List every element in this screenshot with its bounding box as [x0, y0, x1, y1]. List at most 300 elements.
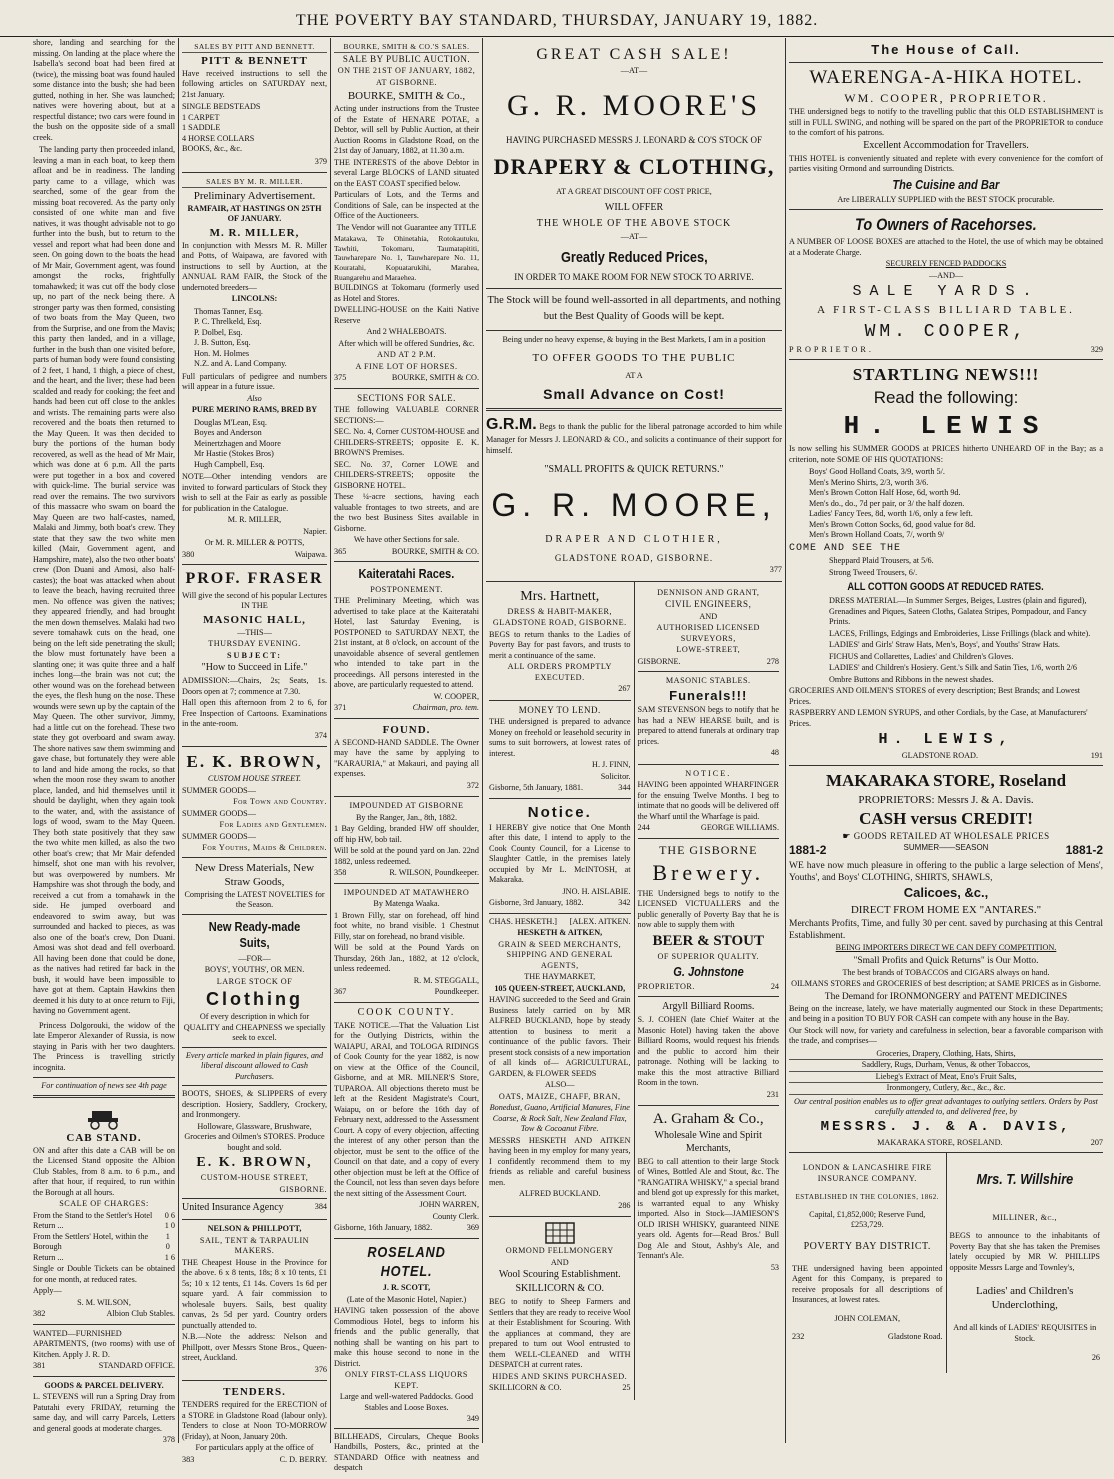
ad-number: 365 [334, 546, 347, 556]
waerenga-hotel-ad [789, 38, 1103, 360]
pitt-title: PITT & BENNETT [201, 54, 308, 67]
fraser-hall-open: Hall open this afternoon from 2 to 6, for Free Inspection of Cartoons. Examinations in the ante-room. [182, 698, 327, 729]
slaughter-notice-ad [489, 799, 631, 914]
hartnett-body: BEGS to return thanks to the Ladies of Poverty Bay for past favors, and trusts to merit a continuance of the same. [489, 629, 631, 660]
nelson-title: NELSON & PHILLPOTT, [207, 1224, 302, 1234]
tenders-title: TENDERS. [223, 1386, 286, 1399]
list-item: N.Z. and A. Land Company. [194, 359, 287, 369]
column-4-split [486, 582, 782, 1400]
raspberry: RASPBERRY AND LEMON SYRUPS, and other Cordials, by the Case, at Manufacturers' Prices. [789, 708, 1088, 728]
ormond-signature: SKILLICORN & CO. [489, 1383, 562, 1393]
lincolns-title: LINCOLNS: [231, 294, 278, 304]
season-label: SUMMER——SEASON [903, 843, 989, 853]
brown-sub: CUSTOM HOUSE STREET. [207, 774, 302, 784]
ad-number: 372 [466, 780, 479, 790]
princess-news: Princess Dolgorouki, the widow of the late Emperor Alexander of Russia, is now staying in Paris with her two daughters. The Princess is travelling strictly incognita. [33, 1020, 175, 1072]
cash-credit: CASH versus CREDIT! [859, 808, 1033, 828]
brewery-title: Brewery. [652, 860, 765, 886]
poverty-bay-district: POVERTY BAY DISTRICT. [803, 1240, 931, 1252]
news-story-part2: The landing party then proceeded inland, leaving a man in each boat, to keep them afloat and be in readiness. The landing party came to a village, which was searched, some of the gear from the missing boat recovered. As the party only consisted of one white man and five natives, it was thought advisable not to go further into the bush, but to return to the vessel and report what had been done and seen. On going down to the boats the head of Mr Mair, Government agent, was found amongst the rocks, frightfully tomahawked; it was cut off the body close up, no part of the neck being there. A stronger party was then formed, consisting of two boats from the May Queen, two from the Surprise, and one from the Mavis; this party then landed, and in a village, further in the bush than one visited before, parts of human body were found consisting of 2 feet, 1 hand, 1 thigh, a piece of chest, and the heart, and the liver; these had been scalded and ready for cooking; the feet and hands had been cut off close to the ankles and wrists. The remaining parts were also recovered and the boats then returned to the May Queen. It was then decided to bury the portions of the human body recovered, as well as the head of Mr Mair, which was done at 6 p.m. All the parts were put together in a box and covered with quick-lime. The burial service was read over the remains. The two survivors of this massacre who swam on board the May Queen are two half-castes, named, Malaki and Jimmy, both boat's crew. They state that they saw the two white men killed (Mair, Government agent, and Hampshire, mate), also the two other boats' crew (Don Duani and Amosi, also half-castes); the boat was attacked when about to leave the beach, having recruited three men. No offence was given the natives; they appeared friendly, and had brought the men down themselves. Malaki had two severe tomahawk cuts on the head, one being on the left side penetrating the skull; the blow must fortunately have been a slanting one; it was quite three and a half inches long—the brain was not cut; the other wound was on the forehead between the eyes, the flesh hung on the nose. These wounds were sewn up by the captain of the May Queen. The other survivor, Jimmy, had a little cut on the forehead. These two state they got overboard and swam away. The shore natives saw them swimming and gave chase, but fortunately they were able to land and hide among the rocks, so that when the moon rose they swam to another place, landed, and hid themselves until it should be daylight, when they again took to the water, and, with the assistance of logs of wood, swam to the May Queen. They both state positively that they saw the two white men killed, as also the two other boat's crew; that Mr Mair defended himself, shot one man with his revolver, but was overpowered by numbers. Mr Hampshire was shot through the body, and received a cut from a tomahawk in the side. He jumped overboard and endeavored to swim away, but was surrounded and hacked to pieces, as was also one of the boat's crew, Don Duani. Amosi was shot dead and fell overboard. All having been done that could be done, as the natives had retired far back in the bush, it would have been impossible to have got at them. Captain Hawkins then deemed it his duty to at once return to Fiji, having no Government agent. [33, 145, 175, 1015]
miller-signature-place: Napier. [303, 526, 327, 536]
money-date: Gisborne, 5th January, 1881. [489, 783, 584, 793]
cab-scale: SCALE OF CHARGES: [59, 1199, 149, 1209]
summer-goods-for: For Youths, Maids & Children. [202, 843, 327, 853]
dress-material: DRESS MATERIAL—In Summer Serges, Beiges, Lustres (plain and figured), Grenadines and Piques, Sateen Cloths, Galatea Stripes, Pompadour, and Fancy Prints. [829, 596, 1087, 627]
fraser-this: —THIS— [237, 627, 272, 637]
argyll-title: Argyll Billiard Rooms. [662, 1001, 755, 1013]
cab-tickets: Single or Double Tickets can be obtained for one month, at reduced rates. [33, 1264, 175, 1284]
cotton-goods: ALL COTTON GOODS AT REDUCED RATES. [847, 581, 1045, 594]
johnstone-role: PROPRIETOR. [637, 981, 695, 991]
lewis2-road: GLADSTONE ROAD. [901, 750, 978, 760]
list-item: Mr Hastie (Stokes Bros) [194, 449, 274, 459]
ad-number: 367 [334, 987, 347, 997]
section-header: BOURKE, SMITH & CO.'S SALES. [334, 42, 479, 53]
list-item: Boyes and Anderson [194, 428, 262, 438]
hesketh-sub: GRAIN & SEED MERCHANTS, SHIPPING AND GENERAL AGENTS, [498, 939, 622, 970]
ormond-fellmongery-ad [489, 1217, 631, 1397]
great-cash-sale-ad [486, 38, 782, 289]
money-role: Solicitor. [600, 771, 631, 781]
hesketh-title: HESKETH & AITKEN, [517, 928, 603, 938]
demand-body: Being on the increase, lately, we have materially augmented our Stock in these Departments; and being in a position TO BUY FOR CASH can compete with any house in the Bay. [789, 1003, 1103, 1024]
wharfinger-notice-ad [638, 765, 780, 839]
billiard-table: A FIRST-CLASS BILLIARD TABLE. [817, 303, 1075, 316]
impounded-body: 1 Bay Gelding, branded HW off shoulder, off hip HW, bob tail. [334, 824, 479, 844]
wanted-body: WANTED—FURNISHED APARTMENTS, (two rooms) with use of Kitchen. Apply J. R. D. [33, 1328, 175, 1359]
sections-body: THE following VALUABLE CORNER SECTIONS:— [334, 405, 479, 425]
impounded-title: IMPOUNDED AT MATAWHERO [343, 887, 470, 897]
sections-other: We have other Sections for sale. [353, 535, 460, 545]
tenders-signature: C. D. BERRY. [279, 1454, 327, 1464]
cook-role: County Clerk. [432, 1211, 479, 1221]
gisborne-brewery-ad [638, 839, 780, 997]
gcs-whole: THE WHOLE OF THE ABOVE STOCK [536, 218, 732, 230]
list-item: BOOKS, &c., &c. [182, 144, 243, 154]
fraser-admission: ADMISSION:—Chairs, 2s; Seats, 1s. Doors open at 7; commence at 7.30. [182, 676, 327, 696]
lewis-news-ad [789, 360, 1103, 766]
graham-wine-ad [638, 1106, 780, 1278]
column-5 [785, 38, 1106, 1443]
ad-number: 375 [334, 373, 347, 383]
list-item: 4 HORSE COLLARS [182, 133, 255, 143]
bourke-title: SALE BY PUBLIC AUCTION. [342, 53, 471, 64]
cooper-proprietor: WM. COOPER, PROPRIETOR. [844, 90, 1048, 105]
roseland-late: (Late of the Masonic Hotel, Napier.) [346, 1294, 467, 1304]
dennison-grant-ad [638, 584, 780, 673]
large-stock: LARGE STOCK OF [216, 976, 293, 986]
ad-number: 384 [314, 1202, 327, 1212]
laces: LACES, Frillings, Edgings and Embroideries, Lisse Frillings (black and white). [829, 628, 1091, 638]
list-item: J. B. Sutton, Esq. [194, 338, 251, 348]
bourke-interests: THE INTERESTS of the above Debtor in several Large BLOCKS of LAND situated on the EAST COAST specified below. [334, 157, 479, 188]
goods-body: L. STEVENS will run a Spring Dray from Patutahi every FRIDAY, returning the same day, and will carry Parcels, Letters and general goods at moderate charges. [33, 1392, 175, 1433]
ad-number: 53 [770, 1262, 779, 1272]
ad-number: 329 [1090, 344, 1103, 354]
brown-title: E. K. BROWN, [186, 752, 323, 772]
hesketh-bone: Bonedust, Guano, Artificial Manures, Fine Coarse, & Rock Salt, New Zealand Flax, Tow & Cocoanut Fibre. [489, 1103, 630, 1134]
impounded-sold: Will be sold at the Pound Yards on Thursday, 26th Jan., 1882, at 12 o'clock, unless redeemed. [334, 943, 479, 974]
gcs-begs: Begs to thank the public for the liberal patronage accorded to him while Manager for Messrs J. LEONARD & CO., and solicits a continuance of their support for himself. [486, 421, 783, 455]
section-header: SALES BY M. R. MILLER. [182, 177, 327, 188]
ad-number: 380 [182, 549, 195, 559]
section-header: SALES BY PITT AND BENNETT. [182, 42, 327, 53]
ad-number: 26 [1091, 1352, 1100, 1362]
summer-goods-for: For Ladies and Gentlemen. [219, 820, 327, 830]
kaiteratahi-races-ad [334, 562, 479, 719]
dennison-sub: CIVIL ENGINEERS, [665, 599, 752, 610]
hotel-title: WAERENGA-A-HIKA HOTEL. [809, 66, 1083, 88]
brown2-title: E. K. BROWN, [196, 1155, 313, 1171]
season-year-right: 1881-2 [1065, 843, 1103, 858]
list-item: Douglas M'Lean, Esq. [194, 417, 267, 427]
willshire-body: BEGS to announce to the inhabitants of Poverty Bay that she has taken the Premises lately occupied by MR W. PHILLIPS opposite Messrs Large and Townley's, [949, 1231, 1100, 1272]
races-chair: Chairman, pro. tem. [412, 703, 479, 713]
races-body: THE Preliminary Meeting, which was advertised to take place at the Kaiteratahi Hotel, last Saturday Evening, is POSTPONED to SATURDAY NEXT, the 21st instant, at 8 o'clock, on account of the unavoidable absence of several gentlemen who intended to take part in the proceedings. All persons interested in the above, are particularly requested to attend. [334, 596, 479, 690]
fraser-day: THURSDAY EVENING. [208, 639, 301, 649]
cab-apply: Apply— [33, 1286, 62, 1296]
cab-icon [84, 1108, 124, 1130]
bourke-body: Acting under instructions from the Trustee of the Estate of HENARE POTAE, a Debtor, will sell by Public Auction, at their Auction Rooms in Gladstone Road, on the 21st day of January, 1882, at 11.30 a.m. [334, 104, 479, 156]
column-4-right [634, 582, 783, 1400]
lewis-title: H. LEWIS [843, 410, 1049, 441]
ad-number: 374 [314, 730, 327, 740]
impounded-gisborne-ad [334, 797, 479, 884]
masthead-title: THE POVERTY BAY STANDARD, THURSDAY, JANUARY 19, 1882. [295, 12, 819, 29]
found-title: FOUND. [382, 723, 431, 736]
ad-number: 48 [770, 748, 779, 758]
roseland-stables: Large and well-watered Paddocks. Good Stables and Loose Boxes. [339, 1392, 474, 1412]
bourke-vendor: The Vendor will not Guarantee any TITLE [336, 222, 477, 232]
notice-body: I HEREBY give notice that One Month after this date, I intend to apply to the Cook County Council, for a License to Slaughter Cattle, in the premises lately occupied by Mr L. McINTOSH, at Makaraka. [489, 822, 631, 885]
sale-yards: SALE YARDS. [852, 283, 1040, 301]
masonic-title: MASONIC STABLES. [665, 676, 751, 686]
nelson-phillpott-ad [182, 1220, 327, 1381]
ombre: Ombre Buttons and Ribbons in the newest shades. [829, 674, 994, 684]
hesketh-messrs: MESSRS HESKETH AND AITKEN having been in my employ for many years, I confidently recommend them to my friends as reliable and careful business men. [489, 1135, 631, 1187]
importers: BEING IMPORTERS DIRECT WE CAN DEFY COMPETITION. [835, 943, 1057, 953]
ad-number: 369 [466, 1223, 479, 1233]
willshire-milliner-ad [946, 1153, 1104, 1373]
wanted-ad [33, 1325, 175, 1377]
masthead [0, 12, 1114, 37]
full-particulars: Full particulars of pedigree and numbers will appear in a future issue. [182, 371, 327, 392]
gcs-road: GLADSTONE ROAD, GISBORNE. [554, 552, 714, 563]
list-item: Liebeg's Extract of Meat, Eno's Fruit Salts, [789, 1072, 1103, 1084]
owners-title: To Owners of Racehorses. [855, 214, 1037, 234]
funerals-title: Funerals!!! [669, 687, 748, 703]
read-following: Read the following: [873, 388, 1019, 408]
willshire-all: And all kinds of LADIES' REQUISITES in Stock. [953, 1323, 1097, 1343]
ad-number: 286 [618, 1200, 631, 1210]
dennison-auth: AUTHORISED LICENSED SURVEYORS, [656, 623, 760, 643]
list-item: SINGLE BEDSTEADS [182, 102, 261, 112]
graham-title: A. Graham & Co., [652, 1111, 764, 1128]
ad-number: 382 [33, 1309, 46, 1319]
fraser-topic: "How to Succeed in Life." [201, 662, 308, 674]
cook-body: TAKE NOTICE.—That the Valuation List for the Outlying Districts, within the WAIAPU, ARAI, and TOLOGA RIDINGS of Cook County for the year 1882, is now on view at the Office of the Council, Gisborne, and at MR. MILNER'S Store, TUPAROA. All objections thereto must be left at the Resident Magistrate's Court, Waiapu, on or before the 16th day of February next, addressed to the Assessment Court. A copy of every objection, affecting the interest of any other person than the objector, must be sent to the office of the Council on that date, and a copy of every other objection must be left at the Office of the Council, not less than seven days before the next sitting of the Assessment Court. [334, 1020, 479, 1198]
clothing-title: Clothing [206, 989, 303, 1010]
united-insurance: United Insurance Agency [182, 1202, 284, 1214]
gcs-prices: Greatly Reduced Prices, [560, 248, 708, 266]
bourke-signature: BOURKE, SMITH & CO. [391, 373, 479, 383]
nelson-sub: SAIL, TENT & TARPAULIN MAKERS. [199, 1235, 310, 1256]
continuation-note: For continuation of news see 4th page [41, 1081, 167, 1090]
ad-number: 344 [618, 783, 631, 793]
cab-body: ON and after this date a CAB will be on the Licensed Stand opposite the Albion Club Stables, from 8 a.m. to 6 p.m., and after that hour, if required, to run within the Borough at all hours. [33, 1145, 175, 1197]
ormond-and: AND [550, 1257, 569, 1267]
list-item: Hon. M. Holmes [194, 348, 250, 358]
proprietors: PROPRIETORS: Messrs J. & A. Davis. [858, 793, 1034, 806]
gcs-ata: AT A [625, 371, 643, 381]
fraser-lecture-ad [182, 565, 327, 747]
summer-goods-list [182, 786, 327, 854]
stock-intro: Our Stock will now, for variety and carefulness in selection, bear a favorable comparison with the trade, and comprises— [789, 1025, 1103, 1046]
clothing-body: Of every description in which for QUALITY and CHEAPNESS we specially seek to excel. [183, 1012, 326, 1043]
gcs-moore: G. R. MOORE, [491, 487, 777, 524]
come-and-see: COME AND SEE THE [789, 542, 902, 554]
miller-ad [182, 173, 327, 565]
gcs-title: GREAT CASH SALE! [536, 46, 732, 63]
ad-number: 24 [770, 981, 779, 991]
tenders-body: TENDERS required for the ERECTION of a STORE in Gladstone Road (labour only). Tenders to close at Noon TO-MORROW (Friday), at Noon, January 20th. [182, 1400, 327, 1441]
ad-number: 244 [637, 823, 650, 833]
willshire-ladies: Ladies' and Children's Underclothing, [976, 1285, 1074, 1312]
list-item: Men's Brown Holland Coats, 7/, worth 9/ [809, 530, 945, 540]
fare-row: From the Stand to the Settler's Hotel 0 6 [33, 1210, 175, 1220]
impounded-by: By Matenga Waaka. [373, 899, 440, 909]
miller-or: Or M. R. MILLER & POTTS, [204, 538, 305, 548]
miller-place: Waipawa. [294, 549, 327, 559]
notice2-title: NOTICE. [685, 768, 732, 778]
notice2-signature: GEORGE WILLIAMS. [700, 823, 779, 833]
summer-goods-line: SUMMER GOODS— [182, 808, 256, 818]
london-est: ESTABLISHED IN THE COLONIES, 1862. [795, 1192, 939, 1201]
races-signature: W. COOPER, [433, 691, 479, 701]
direct-from-home: DIRECT FROM HOME EX "ANTARES." [850, 903, 1042, 916]
hesketh-market: THE HAYMARKET, [524, 972, 596, 982]
hartnett-sub: DRESS & HABIT-MAKER, [507, 606, 613, 616]
ad-number: 191 [1090, 750, 1103, 760]
impounded-role: Poundkeeper. [434, 987, 479, 997]
tobacco: The best brands of TOBACCOS and CIGARS always on hand. [842, 967, 1050, 977]
goods-retailed: GOODS RETAILED AT WHOLESALE PRICES [853, 830, 1050, 841]
marked-note: Every article marked in plain figures, and liberal discount allowed to Cash Purchasers. [185, 1050, 324, 1081]
dennison-street: LOWE-STREET, [676, 645, 741, 655]
house-of-call: The House of Call. [871, 42, 1021, 57]
list-item: Meinertzhagen and Moore [194, 438, 281, 448]
column-4-left [486, 582, 634, 1400]
found-body: A SECOND-HAND SADDLE. The Owner may have the same by applying to "KARAURIA," at Makauri, and paying all expenses. [334, 737, 479, 779]
ad-number: 383 [182, 1454, 195, 1464]
pitt-items [182, 102, 327, 155]
sections-signature: BOURKE, SMITH & CO. [391, 546, 479, 556]
suits-title: New Ready-made Suits, [208, 918, 301, 951]
ormond-name: SKILLICORN & CO. [515, 1283, 605, 1295]
bourke-particulars: Particulars of Lots, and the Terms and Conditions of Sale, can be inspected at the Office of the Auctioneers. [334, 190, 479, 221]
also-label: Also [247, 393, 262, 403]
impounded-body: 1 Brown Filly, star on forehead, off hind foot white, no brand visible. 1 Chestnut Filly, star on forehead, no brand visible. [334, 910, 479, 941]
dress-sub: Comprising the LATEST NOVELTIES for the Season. [184, 889, 325, 910]
hesketh-head-left: CHAS. HESKETH.] [489, 916, 558, 926]
pitt-body: Have received instructions to sell the following articles on SATURDAY next, 21st January. [182, 68, 327, 99]
brown2-sub: CUSTOM-HOUSE STREET, [200, 1173, 309, 1183]
gcs-small-advance: Small Advance on Cost! [543, 385, 725, 402]
gcs-stock-notice [486, 289, 782, 331]
vendor-note: NOTE—Other intending vendors are invited to forward particulars of Stock they wish to sell at the Fair as early as possible for publication in the Catalogue. [182, 472, 327, 513]
london-title: LONDON & LANCASHIRE FIRE INSURANCE COMPANY. [802, 1163, 932, 1183]
hesketh-addr: 105 QUEEN-STREET, AUCKLAND, [494, 983, 626, 993]
sheep-pen-icon [545, 1222, 575, 1244]
gcs-offer: TO OFFER GOODS TO THE PUBLIC [532, 352, 736, 365]
makaraka-title: MAKARAKA STORE, Roseland [825, 771, 1067, 791]
fare-row: Return ... 1 6 [33, 1252, 175, 1262]
summer-goods-for: For Town and Country. [233, 797, 327, 807]
gcs-offer-ad [486, 331, 782, 582]
funerals-body: SAM STEVENSON begs to notify that he has had a NEW HEARSE built, and is prepared to attend funerals at ordinary trap prices. [637, 705, 779, 746]
impounded-signature: R. WILSON, Poundkeeper. [389, 868, 479, 878]
dennison-and: AND [699, 611, 718, 621]
argyll-billiard-ad [638, 997, 780, 1106]
ad-number: 278 [766, 656, 779, 666]
roseland-hotel-ad [334, 1239, 479, 1479]
gcs-will: WILL OFFER [604, 201, 664, 213]
ormond-body: BEG to notify to Sheep Farmers and Settlers that they are ready to receive Wool at their Establishment for Scouring. With the appliances at command, they are prepared to turn out Wool entrusted to them WELL-CLEANED and WITH DESPATCH at current rates. [489, 1297, 631, 1370]
newspaper-columns [30, 38, 1106, 1473]
london-signature: JOHN COLEMAN, [834, 1313, 900, 1323]
excellent-accommodation: Excellent Accommodation for Travellers. [863, 139, 1029, 151]
sheppard-trousers: Sheppard Plaid Trousers, at 5/6. [829, 556, 934, 566]
ad-number: 267 [618, 684, 631, 694]
miller-signature: M. R. MILLER, [227, 515, 282, 525]
gcs-motto: "SMALL PROFITS & QUICK RETURNS." [544, 464, 724, 476]
dress-materials: New Dress Materials, New Straw Goods, [194, 861, 315, 888]
cab-stand-ad [33, 1101, 175, 1325]
ad-number: 358 [334, 868, 347, 878]
bourke-at: AT GISBORNE. [376, 77, 437, 87]
argyll-body: S. J. COHEN (late Chief Waiter at the Masonic Hotel) having taken the above Billiard Rooms, would request his friends and the public to accord him their patronage. Nothing will be lacking to make this the most attractive Billiard Room in the town. [637, 1015, 779, 1088]
merino-breeders [182, 418, 327, 471]
list-item: Ironmongery, Cutlery, &c., &c., &c. [789, 1083, 1103, 1095]
central-position: Our central position enables us to offer great advantages to outlying settlers. Orders by Post carefully attended to, and delivered free, by [794, 1096, 1098, 1117]
list-item: P. Dolbel, Esq. [194, 327, 243, 337]
bourke-blocks: Matakawa, Te Ohinetahia, Rotokautuku, Tawhiti, Tokomaru, Taumatapititi, Tauwharepare No. 1, Tauwharepare No. 11, Kouratahi, Kopuatarukihi, Marahea, Ruangarehu and Maraehea. [334, 234, 479, 282]
gcs-order: IN ORDER TO MAKE ROOM FOR NEW STOCK TO ARRIVE. [514, 271, 754, 282]
sections-item: SEC. No. 37, Corner LOWE and CHILDERS-STREETS; opposite the GISBORNE HOTEL. [334, 459, 479, 490]
list-item: Boys' Good Holland Coats, 3/9, worth 5/. [809, 467, 945, 477]
roseland-body: HAVING taken possession of the above Commodious Hotel, begs to inform his friends and the public generally, that nothing shall be wanting on his part to make this house second to none in the District. [334, 1306, 479, 1368]
hartnett-ad [489, 584, 631, 701]
breeders-list [182, 307, 327, 370]
brewery-body: THE Undersigned begs to notify to the LICENSED VICTUALLERS and the public generally of Poverty Bay that he is now able to supply them with [637, 888, 779, 929]
impounded-sold: Will be sold at the pound yard on Jan. 22nd 1882, unless redeemed. [334, 846, 479, 866]
ad-number: 376 [314, 1364, 327, 1374]
cook-signature: JOHN WARREN, [419, 1200, 479, 1210]
ties: LADIES' and Children's Hosiery. Gent.'s Silk and Satin Ties, 1/6, worth 2/6 [829, 663, 1077, 673]
fare-row: From the Settlers' Hotel, within the Borough 1 0 [33, 1231, 170, 1252]
money-lend-ad [489, 701, 631, 799]
cab-signature-place: Albion Club Stables. [106, 1309, 175, 1319]
hartnett-road: GLADSTONE ROAD, GISBORNE. [492, 618, 627, 628]
pitt-bennett-ad [182, 38, 327, 173]
races-sub: POSTPONEMENT. [370, 584, 443, 594]
miller-ramfair: RAMFAIR, AT HASTINGS ON 25TH OF JANUARY. [187, 203, 322, 224]
gcs-draper: DRAPER AND CLOTHIER, [545, 534, 723, 546]
masonic-stables-ad [638, 672, 780, 765]
gcs-discount: AT A GREAT DISCOUNT OFF COST PRICE, [556, 187, 712, 197]
fraser-body: Will give the second of his popular Lectures IN THE [182, 590, 327, 611]
johnstone-name: G. Johnstone [672, 964, 744, 980]
london-place: Gladstone Road. [887, 1332, 943, 1342]
impounded-signature: R. M. STEGGALL, [413, 975, 479, 985]
ad-number: 231 [766, 1089, 779, 1099]
hartnett-all: ALL ORDERS PROMPTLY EXECUTED. [507, 662, 612, 682]
hesketh-also: ALSO— [544, 1080, 575, 1090]
column-1 [30, 38, 178, 1443]
hesketh-body: HAVING succeeded to the Seed and Grain Business lately carried on by MR ALFRED BUCKLAND, hope by steady attention to business to merit a continuance of the public favors. Their present stock consists of a new importation of all kinds of— AGRICULTURAL, GARDEN, & FLOWER SEEDS [489, 995, 631, 1078]
fare-row: Return ... 1 0 [33, 1221, 175, 1231]
impounded-title: IMPOUNDED AT GISBORNE [349, 801, 464, 811]
hesketh-signature: ALFRED BUCKLAND. [519, 1189, 601, 1199]
wanted-office: STANDARD OFFICE. [98, 1361, 175, 1371]
goods-title: GOODS & PARCEL DELIVERY. [44, 1380, 164, 1390]
ad-number: 381 [33, 1361, 46, 1371]
london-capital: Capital, £1,852,000; Reserve Fund, £253,729. [809, 1209, 926, 1230]
gcs-name: G. R. MOORE'S [506, 88, 762, 122]
sections-sale-ad [334, 389, 479, 563]
cook-county-ad [334, 1003, 479, 1239]
miller-body: In conjunction with Messrs M. R. Miller and Potts, of Waipawa, are favored with instructions to sell by Auction, at the ANNUAL RAM FAIR, the Stock of the undernoted breeders— [182, 240, 327, 292]
gisborne-title: THE GISBORNE [659, 842, 758, 857]
fichus: FICHUS and Collarettes, Ladies' and Children's Gloves. [829, 651, 1014, 661]
fraser-hall: MASONIC HALL, [203, 613, 306, 626]
ad-number: 378 [162, 1435, 175, 1445]
impounded-matawhero-ad [334, 884, 479, 1003]
groceries: GROCERIES AND OILMEN'S STORES of every description; Best Brands; and Lowest Prices. [789, 686, 1081, 706]
bourke-name: BOURKE, SMITH & Co., [347, 90, 466, 103]
demand-title: The Demand for IRONMONGERY and PATENT MEDICINES [824, 991, 1068, 1002]
summer-goods-line: SUMMER GOODS— [182, 831, 256, 841]
ladies-hats: LADIES' and Girls' Straw Hats, Men's, Boys', and Youths' Straw Hats. [829, 640, 1060, 650]
nelson-body: THE Cheapest House in the Province for the above. 6 x 8 tents, 18s; 8 x 10 tents, £1 5s; 10 x 12 tents, £1 14s. Covers 1s 6d per square yard. A fair commission to wholesale buyers. Sails, best quality canvas, 2s 5d per yard. Country orders punctually attended to. [182, 1257, 327, 1330]
hesketh-aitken-ad [489, 914, 631, 1218]
gcs-initials: G.R.M. [486, 415, 537, 433]
cuisine-title: The Cuisine and Bar [892, 176, 1000, 192]
calicoes: Calicoes, &c., [903, 885, 989, 901]
list-item: 1 SADDLE [182, 123, 221, 133]
merchants-profits: Merchants Profits, Time, and fully 30 per cent. saved by purchasing at this Central Establishment. [789, 918, 1103, 941]
list-item: Groceries, Drapery, Clothing, Hats, Shirts, [789, 1049, 1103, 1061]
dennison-title: DENNISON AND GRANT, [657, 587, 760, 597]
bourke-date: ON THE 21ST OF JANUARY, 1882, [337, 66, 476, 76]
ormond-wool: Wool Scouring Establishment. [498, 1269, 621, 1281]
list-item: Hugh Campbell, Esq. [194, 459, 265, 469]
roseland-only: ONLY FIRST-CLASS LIQUORS KEPT. [345, 1370, 468, 1390]
bourke-after: After which will be offered Sundries, &c. [338, 338, 475, 348]
hesketh-oats: OATS, MAIZE, CHAFF, BRAN, [498, 1091, 621, 1101]
hartnett-title: Mrs. Hartnett, [520, 588, 600, 604]
willshire-sub: MILLINER, &c., [992, 1212, 1058, 1222]
notice2-body: HAVING been appointed WHARFINGER for the ensuing Twelve Months. I beg to intimate that no goods will be delivered off the Wharf until the Wharfage is paid. [637, 780, 780, 821]
gcs-having: HAVING PURCHASED MESSRS J. LEONARD & CO'S STOCK OF [505, 135, 763, 146]
lewis2-name: H. LEWIS, [878, 731, 1014, 749]
column-4 [482, 38, 785, 1443]
dennison-place: GISBORNE. [637, 656, 681, 666]
notice-title: Notice. [527, 803, 592, 821]
notice-signature: JNO. H. AISLABIE. [562, 886, 631, 896]
paddocks: SECURELY FENCED PADDOCKS [885, 259, 1007, 269]
list-item: 1 CARPET [182, 112, 220, 122]
